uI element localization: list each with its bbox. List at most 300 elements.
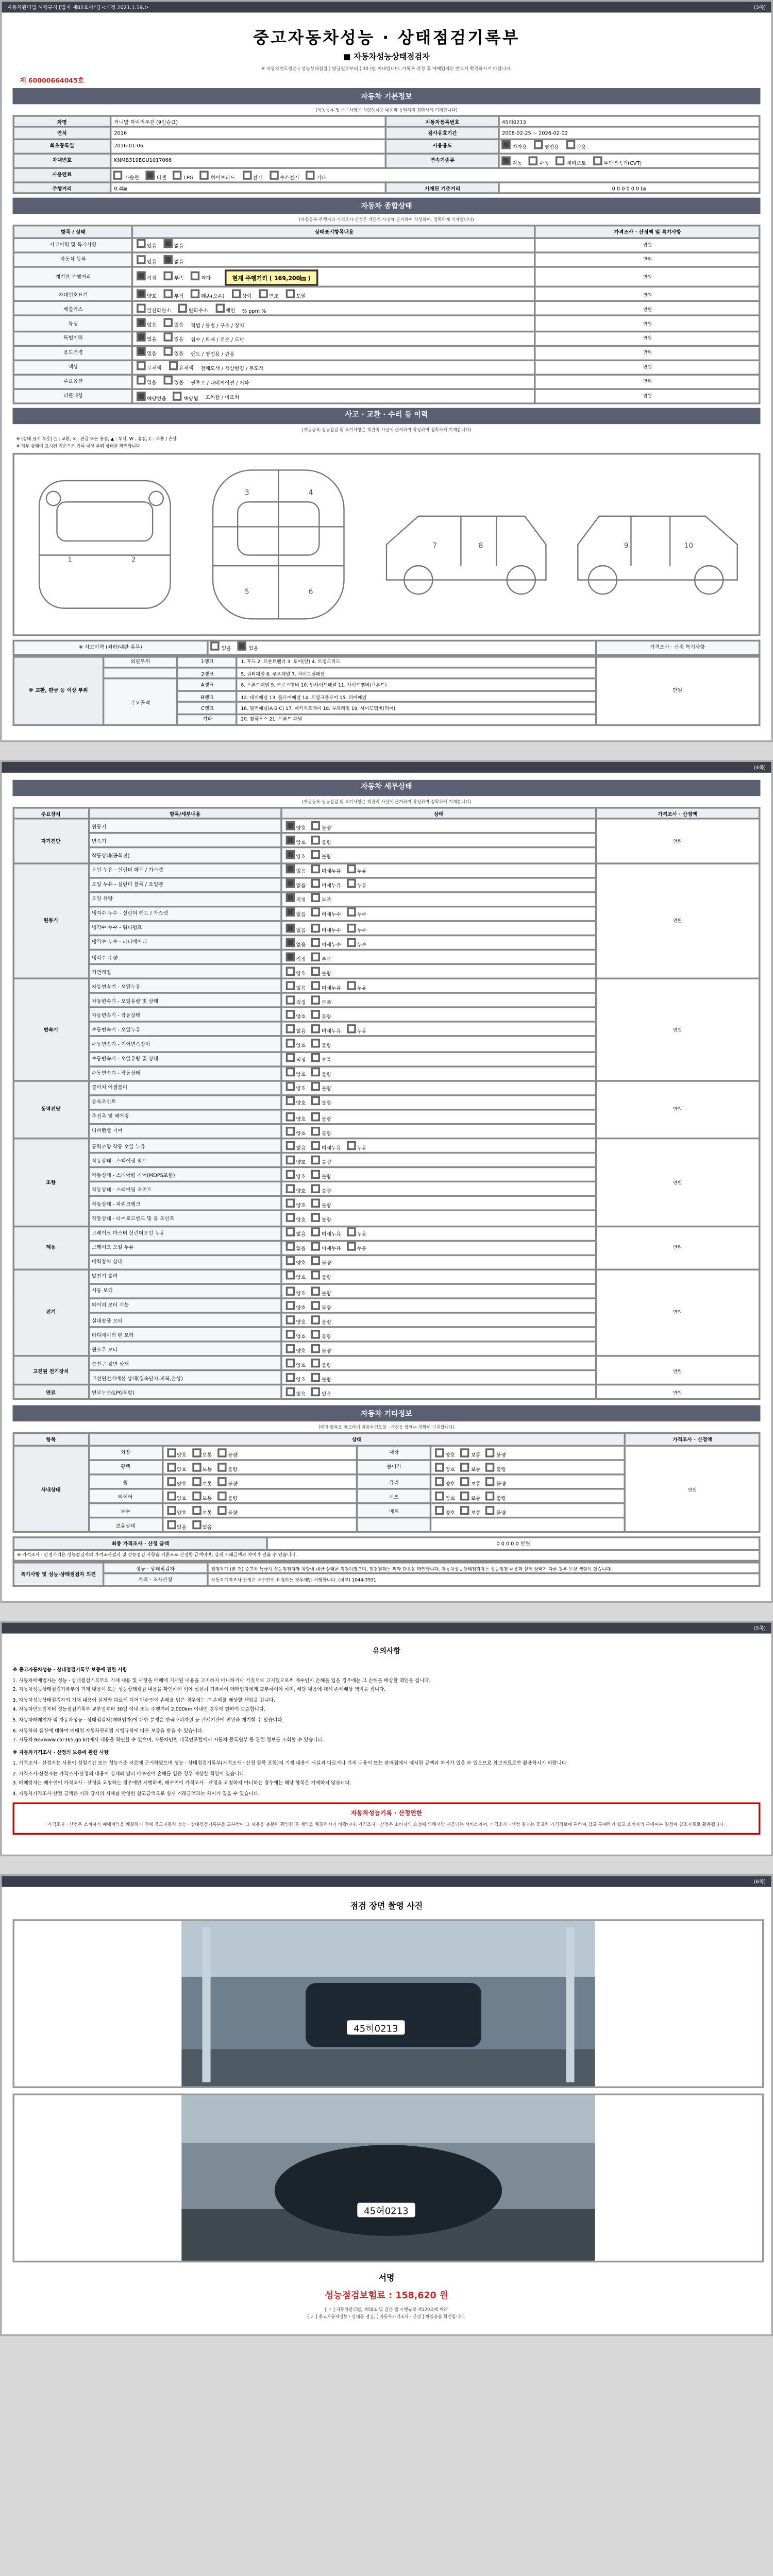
detail-item-state[interactable] xyxy=(282,1313,595,1327)
checkbox-icon[interactable] xyxy=(285,850,294,859)
checkbox-option[interactable] xyxy=(311,894,331,904)
checkbox-option[interactable] xyxy=(311,1329,331,1340)
checkbox-option[interactable] xyxy=(460,1462,480,1472)
checkbox-option[interactable] xyxy=(285,1170,306,1180)
checkbox-icon[interactable] xyxy=(346,1024,355,1033)
detail-item-state[interactable] xyxy=(282,1052,595,1066)
checkbox-icon[interactable] xyxy=(285,1010,294,1019)
checkbox-icon[interactable] xyxy=(311,821,320,830)
checkbox-option[interactable] xyxy=(311,1286,331,1296)
checkbox-icon[interactable] xyxy=(460,1448,469,1456)
checkbox-option[interactable] xyxy=(311,1315,331,1325)
checkbox-icon[interactable] xyxy=(311,1199,320,1208)
checkbox-option[interactable] xyxy=(346,1228,366,1238)
checkbox-icon[interactable] xyxy=(311,879,320,888)
checkbox-option[interactable] xyxy=(285,952,306,962)
checkbox-option[interactable] xyxy=(311,1271,331,1281)
checkbox-icon[interactable] xyxy=(217,1491,226,1500)
other-item-left-4-state[interactable] xyxy=(163,1503,357,1518)
detail-item-state[interactable] xyxy=(282,1139,595,1153)
checkbox-option[interactable] xyxy=(166,1462,187,1472)
detail-item-state[interactable] xyxy=(282,1080,595,1095)
checkbox-icon[interactable] xyxy=(311,1387,320,1396)
checkbox-option[interactable] xyxy=(285,1097,306,1107)
checkbox-option[interactable] xyxy=(311,1199,331,1209)
checkbox-icon[interactable] xyxy=(311,1373,320,1382)
checkbox-icon[interactable] xyxy=(285,1112,294,1121)
checkbox-icon[interactable] xyxy=(285,865,294,874)
checkbox-option[interactable] xyxy=(285,1141,306,1151)
checkbox-option[interactable] xyxy=(435,1448,455,1458)
checkbox-icon[interactable] xyxy=(311,1242,320,1251)
checkbox-option[interactable] xyxy=(311,952,331,962)
checkbox-icon[interactable] xyxy=(166,1448,175,1456)
checkbox-option[interactable] xyxy=(346,981,366,991)
checkbox-option[interactable] xyxy=(311,1082,331,1093)
checkbox-option[interactable] xyxy=(192,1462,212,1472)
checkbox-option[interactable] xyxy=(285,1068,306,1078)
checkbox-icon[interactable] xyxy=(311,1257,320,1265)
checkbox-option[interactable] xyxy=(166,1505,187,1516)
checkbox-option[interactable] xyxy=(311,1300,331,1311)
detail-item-state[interactable] xyxy=(282,1066,595,1080)
detail-item-state[interactable] xyxy=(282,1226,595,1240)
checkbox-label: 불량 xyxy=(322,1158,331,1165)
checkbox-icon[interactable] xyxy=(285,908,294,917)
checkbox-option[interactable] xyxy=(311,1387,331,1398)
detail-item-state[interactable] xyxy=(282,1298,595,1313)
checkbox-icon[interactable] xyxy=(217,1462,226,1471)
checkbox-option[interactable] xyxy=(285,995,306,1006)
checkbox-option[interactable] xyxy=(217,1491,238,1501)
checkbox-icon[interactable] xyxy=(346,981,355,990)
detail-item-state[interactable] xyxy=(282,1327,595,1342)
checkbox-icon[interactable] xyxy=(285,1213,294,1222)
checkbox-icon[interactable] xyxy=(285,1373,294,1382)
checkbox-option[interactable] xyxy=(166,1491,187,1501)
detail-item-state[interactable] xyxy=(282,1196,595,1211)
checkbox-option[interactable] xyxy=(486,1505,506,1516)
checkbox-option[interactable] xyxy=(192,1477,212,1487)
checkbox-option[interactable] xyxy=(166,1520,187,1530)
checkbox-icon[interactable] xyxy=(285,967,294,975)
other-item-left-3-state[interactable] xyxy=(163,1489,357,1503)
checkbox-option[interactable] xyxy=(285,1315,306,1325)
checkbox-icon[interactable] xyxy=(285,937,294,946)
checkbox-option[interactable] xyxy=(166,1477,187,1487)
checkbox-icon[interactable] xyxy=(311,1024,320,1033)
detail-item-state[interactable] xyxy=(282,935,595,950)
checkbox-icon[interactable] xyxy=(285,1155,294,1164)
detail-item-state[interactable] xyxy=(282,1095,595,1109)
checkbox-icon[interactable] xyxy=(166,1505,175,1514)
checkbox-option[interactable] xyxy=(311,821,331,832)
detail-item-state[interactable] xyxy=(282,1153,595,1167)
detail-item-state[interactable] xyxy=(282,1022,595,1037)
checkbox-option[interactable] xyxy=(311,1344,331,1354)
detail-item-state[interactable] xyxy=(282,1371,595,1385)
checkbox-icon[interactable] xyxy=(285,1387,294,1396)
checkbox-icon[interactable] xyxy=(346,865,355,874)
detail-item-state[interactable] xyxy=(282,1167,595,1182)
checkbox-option[interactable] xyxy=(192,1520,212,1530)
other-item-right-3-state[interactable] xyxy=(431,1489,625,1503)
checkbox-icon[interactable] xyxy=(217,1448,226,1456)
checkbox-icon[interactable] xyxy=(311,865,320,874)
checkbox-icon[interactable] xyxy=(285,1242,294,1251)
checkbox-icon[interactable] xyxy=(285,1126,294,1135)
checkbox-option[interactable] xyxy=(311,865,341,875)
checkbox-label: 불량 xyxy=(322,1086,331,1093)
checkbox-icon[interactable] xyxy=(311,1170,320,1178)
checkbox-icon[interactable] xyxy=(311,937,320,946)
checkbox-option[interactable] xyxy=(460,1477,480,1487)
checkbox-icon[interactable] xyxy=(285,1039,294,1048)
checkbox-icon[interactable] xyxy=(346,908,355,917)
checkbox-option[interactable] xyxy=(285,1359,306,1369)
checkbox-option[interactable] xyxy=(311,836,331,846)
checkbox-icon[interactable] xyxy=(285,1257,294,1265)
checkbox-option[interactable] xyxy=(311,1039,331,1049)
checkbox-icon[interactable] xyxy=(346,1141,355,1149)
checkbox-option[interactable] xyxy=(285,923,306,933)
checkbox-icon[interactable] xyxy=(460,1505,469,1514)
checkbox-icon[interactable] xyxy=(311,1068,320,1077)
checkbox-option[interactable] xyxy=(346,865,366,875)
checkbox-icon[interactable] xyxy=(285,1344,294,1352)
checkbox-icon[interactable] xyxy=(311,1039,320,1048)
checkbox-icon[interactable] xyxy=(192,1448,200,1456)
checkbox-option[interactable] xyxy=(285,836,306,846)
checkbox-option[interactable] xyxy=(285,1184,306,1194)
checkbox-option[interactable] xyxy=(311,1184,331,1194)
checkbox-option[interactable] xyxy=(311,1112,331,1122)
checkbox-option[interactable] xyxy=(217,1462,238,1472)
detail-item-state[interactable] xyxy=(282,906,595,921)
checkbox-option[interactable] xyxy=(486,1462,506,1472)
checkbox-icon[interactable] xyxy=(311,1112,320,1121)
checkbox-icon[interactable] xyxy=(486,1491,495,1500)
checkbox-option[interactable] xyxy=(166,1448,187,1458)
checkbox-option[interactable] xyxy=(285,865,306,875)
checkbox-option[interactable] xyxy=(486,1448,506,1458)
checkbox-icon[interactable] xyxy=(285,1329,294,1338)
checkbox-icon[interactable] xyxy=(192,1491,200,1500)
checkbox-option[interactable] xyxy=(285,1286,306,1296)
checkbox-option[interactable] xyxy=(285,1228,306,1238)
checkbox-option[interactable] xyxy=(285,879,306,890)
detail-item-state[interactable] xyxy=(282,1269,595,1283)
other-item-left-1-state[interactable] xyxy=(163,1460,357,1475)
checkbox-option[interactable] xyxy=(311,995,331,1006)
other-item-left-0-state[interactable] xyxy=(163,1445,357,1460)
checkbox-icon[interactable] xyxy=(166,1477,175,1485)
checkbox-icon[interactable] xyxy=(285,1097,294,1106)
checkbox-icon[interactable] xyxy=(311,1329,320,1338)
checkbox-icon[interactable] xyxy=(311,1344,320,1352)
detail-item-state[interactable] xyxy=(282,1037,595,1052)
checkbox-icon[interactable] xyxy=(311,1126,320,1135)
checkbox-icon[interactable] xyxy=(285,995,294,1004)
checkbox-option[interactable] xyxy=(285,1039,306,1049)
checkbox-icon[interactable] xyxy=(311,894,320,903)
checkbox-icon[interactable] xyxy=(311,1155,320,1164)
checkbox-icon[interactable] xyxy=(285,836,294,844)
detail-item-state[interactable] xyxy=(282,892,595,906)
checkbox-option[interactable] xyxy=(311,1155,331,1165)
checkbox-icon[interactable] xyxy=(285,1199,294,1208)
checkbox-icon[interactable] xyxy=(311,1097,320,1106)
checkbox-icon[interactable] xyxy=(285,1068,294,1077)
checkbox-icon[interactable] xyxy=(192,1505,200,1514)
checkbox-option[interactable] xyxy=(285,1010,306,1020)
checkbox-icon[interactable] xyxy=(435,1448,444,1456)
checkbox-option[interactable] xyxy=(311,1213,331,1224)
detail-item-state[interactable] xyxy=(282,834,595,848)
checkbox-icon[interactable] xyxy=(311,995,320,1004)
checkbox-option[interactable] xyxy=(311,1010,331,1020)
checkbox-option[interactable] xyxy=(192,1505,212,1516)
checkbox-option[interactable] xyxy=(486,1477,506,1487)
detail-item-state[interactable] xyxy=(282,1182,595,1196)
other-item-left-2-state[interactable] xyxy=(163,1475,357,1489)
detail-item-state[interactable] xyxy=(282,877,595,892)
checkbox-icon[interactable] xyxy=(311,1082,320,1091)
checkbox-icon[interactable] xyxy=(311,1184,320,1193)
detail-item-state[interactable] xyxy=(282,1240,595,1255)
checkbox-option[interactable] xyxy=(285,1126,306,1137)
checkbox-option[interactable] xyxy=(460,1448,480,1458)
checkbox-icon[interactable] xyxy=(285,1054,294,1062)
checkbox-icon[interactable] xyxy=(311,1141,320,1149)
detail-item-state[interactable] xyxy=(282,1356,595,1370)
checkbox-icon[interactable] xyxy=(285,1141,294,1149)
checkbox-option[interactable] xyxy=(311,1068,331,1078)
checkbox-icon[interactable] xyxy=(460,1477,469,1485)
other-item-right-0-state[interactable] xyxy=(431,1445,625,1460)
checkbox-icon[interactable] xyxy=(435,1477,444,1485)
checkbox-icon[interactable] xyxy=(346,1228,355,1236)
checkbox-option[interactable] xyxy=(346,1242,366,1252)
checkbox-icon[interactable] xyxy=(217,1477,226,1485)
checkbox-option[interactable] xyxy=(285,1344,306,1354)
checkbox-option[interactable] xyxy=(311,1242,341,1252)
checkbox-icon[interactable] xyxy=(217,1505,226,1514)
checkbox-icon[interactable] xyxy=(311,908,320,917)
checkbox-icon[interactable] xyxy=(311,1315,320,1324)
detail-item-state[interactable] xyxy=(282,1109,595,1124)
checkbox-icon[interactable] xyxy=(285,1359,294,1367)
checkbox-icon[interactable] xyxy=(166,1520,175,1529)
checkbox-option[interactable] xyxy=(311,1373,331,1383)
checkbox-option[interactable] xyxy=(285,1242,306,1252)
checkbox-option[interactable] xyxy=(435,1477,455,1487)
other-item-right-2-state[interactable] xyxy=(431,1475,625,1489)
checkbox-icon[interactable] xyxy=(311,967,320,975)
checkbox-option[interactable] xyxy=(311,1257,331,1267)
checkbox-icon[interactable] xyxy=(311,836,320,844)
checkbox-icon[interactable] xyxy=(311,1054,320,1062)
checkbox-icon[interactable] xyxy=(460,1462,469,1471)
checkbox-icon[interactable] xyxy=(311,1213,320,1222)
checkbox-icon[interactable] xyxy=(285,1315,294,1324)
checkbox-option[interactable] xyxy=(285,1155,306,1165)
checkbox-option[interactable] xyxy=(311,967,331,977)
checkbox-option[interactable] xyxy=(217,1448,238,1458)
checkbox-option[interactable] xyxy=(346,908,366,919)
checkbox-icon[interactable] xyxy=(486,1462,495,1471)
checkbox-option[interactable] xyxy=(192,1448,212,1458)
checkbox-option[interactable] xyxy=(311,1126,331,1137)
checkbox-icon[interactable] xyxy=(486,1477,495,1485)
detail-item-state[interactable] xyxy=(282,921,595,935)
checkbox-icon[interactable] xyxy=(346,937,355,946)
checkbox-option[interactable] xyxy=(285,1213,306,1224)
checkbox-option[interactable] xyxy=(285,821,306,832)
checkbox-option[interactable] xyxy=(346,937,366,947)
checkbox-icon[interactable] xyxy=(311,952,320,961)
checkbox-option[interactable] xyxy=(435,1491,455,1501)
detail-item-state[interactable] xyxy=(282,1342,595,1356)
checkbox-option[interactable] xyxy=(285,1024,306,1035)
checkbox-icon[interactable] xyxy=(285,1286,294,1295)
checkbox-icon[interactable] xyxy=(346,879,355,888)
checkbox-icon[interactable] xyxy=(285,952,294,961)
detail-item-label: 동력조향 작동 오일 누유 xyxy=(88,1139,282,1153)
checkbox-option[interactable] xyxy=(311,850,331,860)
checkbox-icon[interactable] xyxy=(192,1520,200,1529)
detail-item-state[interactable] xyxy=(282,979,595,993)
checkbox-icon[interactable] xyxy=(346,1242,355,1251)
checkbox-option[interactable] xyxy=(460,1505,480,1516)
checkbox-icon[interactable] xyxy=(285,1184,294,1193)
checkbox-option[interactable] xyxy=(311,1024,341,1035)
checkbox-option[interactable] xyxy=(346,1024,366,1035)
detail-item-state[interactable] xyxy=(282,993,595,1008)
checkbox-icon[interactable] xyxy=(192,1462,200,1471)
label-standard-mileage: 기재된 기준거리 xyxy=(386,182,498,194)
checkbox-icon[interactable] xyxy=(311,1010,320,1019)
checkbox-icon[interactable] xyxy=(435,1462,444,1471)
checkbox-option[interactable] xyxy=(346,879,366,890)
checkbox-icon[interactable] xyxy=(166,1491,175,1500)
checkbox-option[interactable] xyxy=(311,879,341,890)
checkbox-icon[interactable] xyxy=(311,1228,320,1236)
other-item-right-4-state[interactable] xyxy=(431,1503,625,1518)
checkbox-option[interactable] xyxy=(311,1141,341,1151)
detail-item-state[interactable] xyxy=(282,1211,595,1226)
checkbox-icon[interactable] xyxy=(346,923,355,931)
checkbox-icon[interactable] xyxy=(311,1271,320,1280)
checkbox-option[interactable] xyxy=(285,1300,306,1311)
checkbox-option[interactable] xyxy=(435,1462,455,1472)
detail-item-state[interactable] xyxy=(282,862,595,877)
checkbox-option[interactable] xyxy=(285,1271,306,1281)
checkbox-option[interactable] xyxy=(435,1505,455,1516)
checkbox-icon[interactable] xyxy=(460,1491,469,1500)
other-item-right-1-state[interactable] xyxy=(431,1460,625,1475)
checkbox-option[interactable] xyxy=(285,1199,306,1209)
checkbox-option[interactable] xyxy=(192,1491,212,1501)
checkbox-option[interactable] xyxy=(311,981,341,991)
checkbox-icon[interactable] xyxy=(311,1286,320,1295)
checkbox-icon[interactable] xyxy=(285,1082,294,1091)
checkbox-option[interactable] xyxy=(460,1491,480,1501)
checkbox-icon[interactable] xyxy=(285,1228,294,1236)
checkbox-option[interactable] xyxy=(311,1228,341,1238)
checkbox-option[interactable] xyxy=(285,981,306,991)
checkbox-option[interactable] xyxy=(285,1329,306,1340)
checkbox-option[interactable] xyxy=(311,1097,331,1107)
checkbox-option[interactable] xyxy=(285,1082,306,1093)
checkbox-option[interactable] xyxy=(346,1141,366,1151)
checkbox-icon[interactable] xyxy=(192,1477,200,1485)
checkbox-option[interactable] xyxy=(311,908,341,919)
checkbox-icon[interactable] xyxy=(285,981,294,990)
checkbox-option[interactable] xyxy=(311,1054,331,1064)
checkbox-icon[interactable] xyxy=(285,879,294,888)
checkbox-option[interactable] xyxy=(346,923,366,933)
checkbox-icon[interactable] xyxy=(285,821,294,830)
checkbox-icon[interactable] xyxy=(311,1300,320,1309)
checkbox-icon[interactable] xyxy=(285,1170,294,1178)
checkbox-option[interactable] xyxy=(285,850,306,860)
checkbox-option[interactable] xyxy=(311,923,341,933)
checkbox-icon[interactable] xyxy=(435,1491,444,1500)
other-item-left-5-state[interactable] xyxy=(163,1518,357,1532)
detail-item-state[interactable] xyxy=(282,848,595,862)
other-item-right-5-state[interactable] xyxy=(431,1518,625,1532)
checkbox-option[interactable] xyxy=(285,908,306,919)
checkbox-icon[interactable] xyxy=(285,1024,294,1033)
checkbox-icon[interactable] xyxy=(311,923,320,931)
checkbox-icon[interactable] xyxy=(311,850,320,859)
checkbox-option[interactable] xyxy=(311,1359,331,1369)
detail-item-state[interactable] xyxy=(282,964,595,979)
checkbox-option[interactable] xyxy=(285,894,306,904)
checkbox-option[interactable] xyxy=(217,1477,238,1487)
checkbox-icon[interactable] xyxy=(311,1359,320,1367)
checkbox-icon[interactable] xyxy=(166,1462,175,1471)
checkbox-option[interactable] xyxy=(311,1170,331,1180)
checkbox-option[interactable] xyxy=(285,1112,306,1122)
checkbox-option[interactable] xyxy=(285,967,306,977)
checkbox-icon[interactable] xyxy=(285,1271,294,1280)
checkbox-icon[interactable] xyxy=(486,1448,495,1456)
detail-item-state[interactable] xyxy=(282,1008,595,1022)
checkbox-icon[interactable] xyxy=(311,981,320,990)
checkbox-icon[interactable] xyxy=(486,1505,495,1514)
detail-item-state[interactable] xyxy=(282,1284,595,1298)
checkbox-option[interactable] xyxy=(285,1054,306,1064)
checkbox-option[interactable] xyxy=(486,1491,506,1501)
detail-item-state[interactable] xyxy=(282,1385,595,1400)
checkbox-option[interactable] xyxy=(285,937,306,947)
checkbox-icon[interactable] xyxy=(285,1300,294,1309)
checkbox-option[interactable] xyxy=(217,1505,238,1516)
detail-item-state[interactable] xyxy=(282,1255,595,1269)
detail-item-state[interactable] xyxy=(282,950,595,964)
checkbox-option[interactable] xyxy=(285,1257,306,1267)
detail-item-state[interactable] xyxy=(282,819,595,834)
checkbox-icon[interactable] xyxy=(285,923,294,931)
checkbox-option[interactable] xyxy=(311,937,341,947)
detail-item-state[interactable] xyxy=(282,1124,595,1139)
checkbox-icon[interactable] xyxy=(435,1505,444,1514)
checkbox-icon[interactable] xyxy=(285,894,294,903)
checkbox-option[interactable] xyxy=(285,1387,306,1398)
checkbox-option[interactable] xyxy=(285,1373,306,1383)
